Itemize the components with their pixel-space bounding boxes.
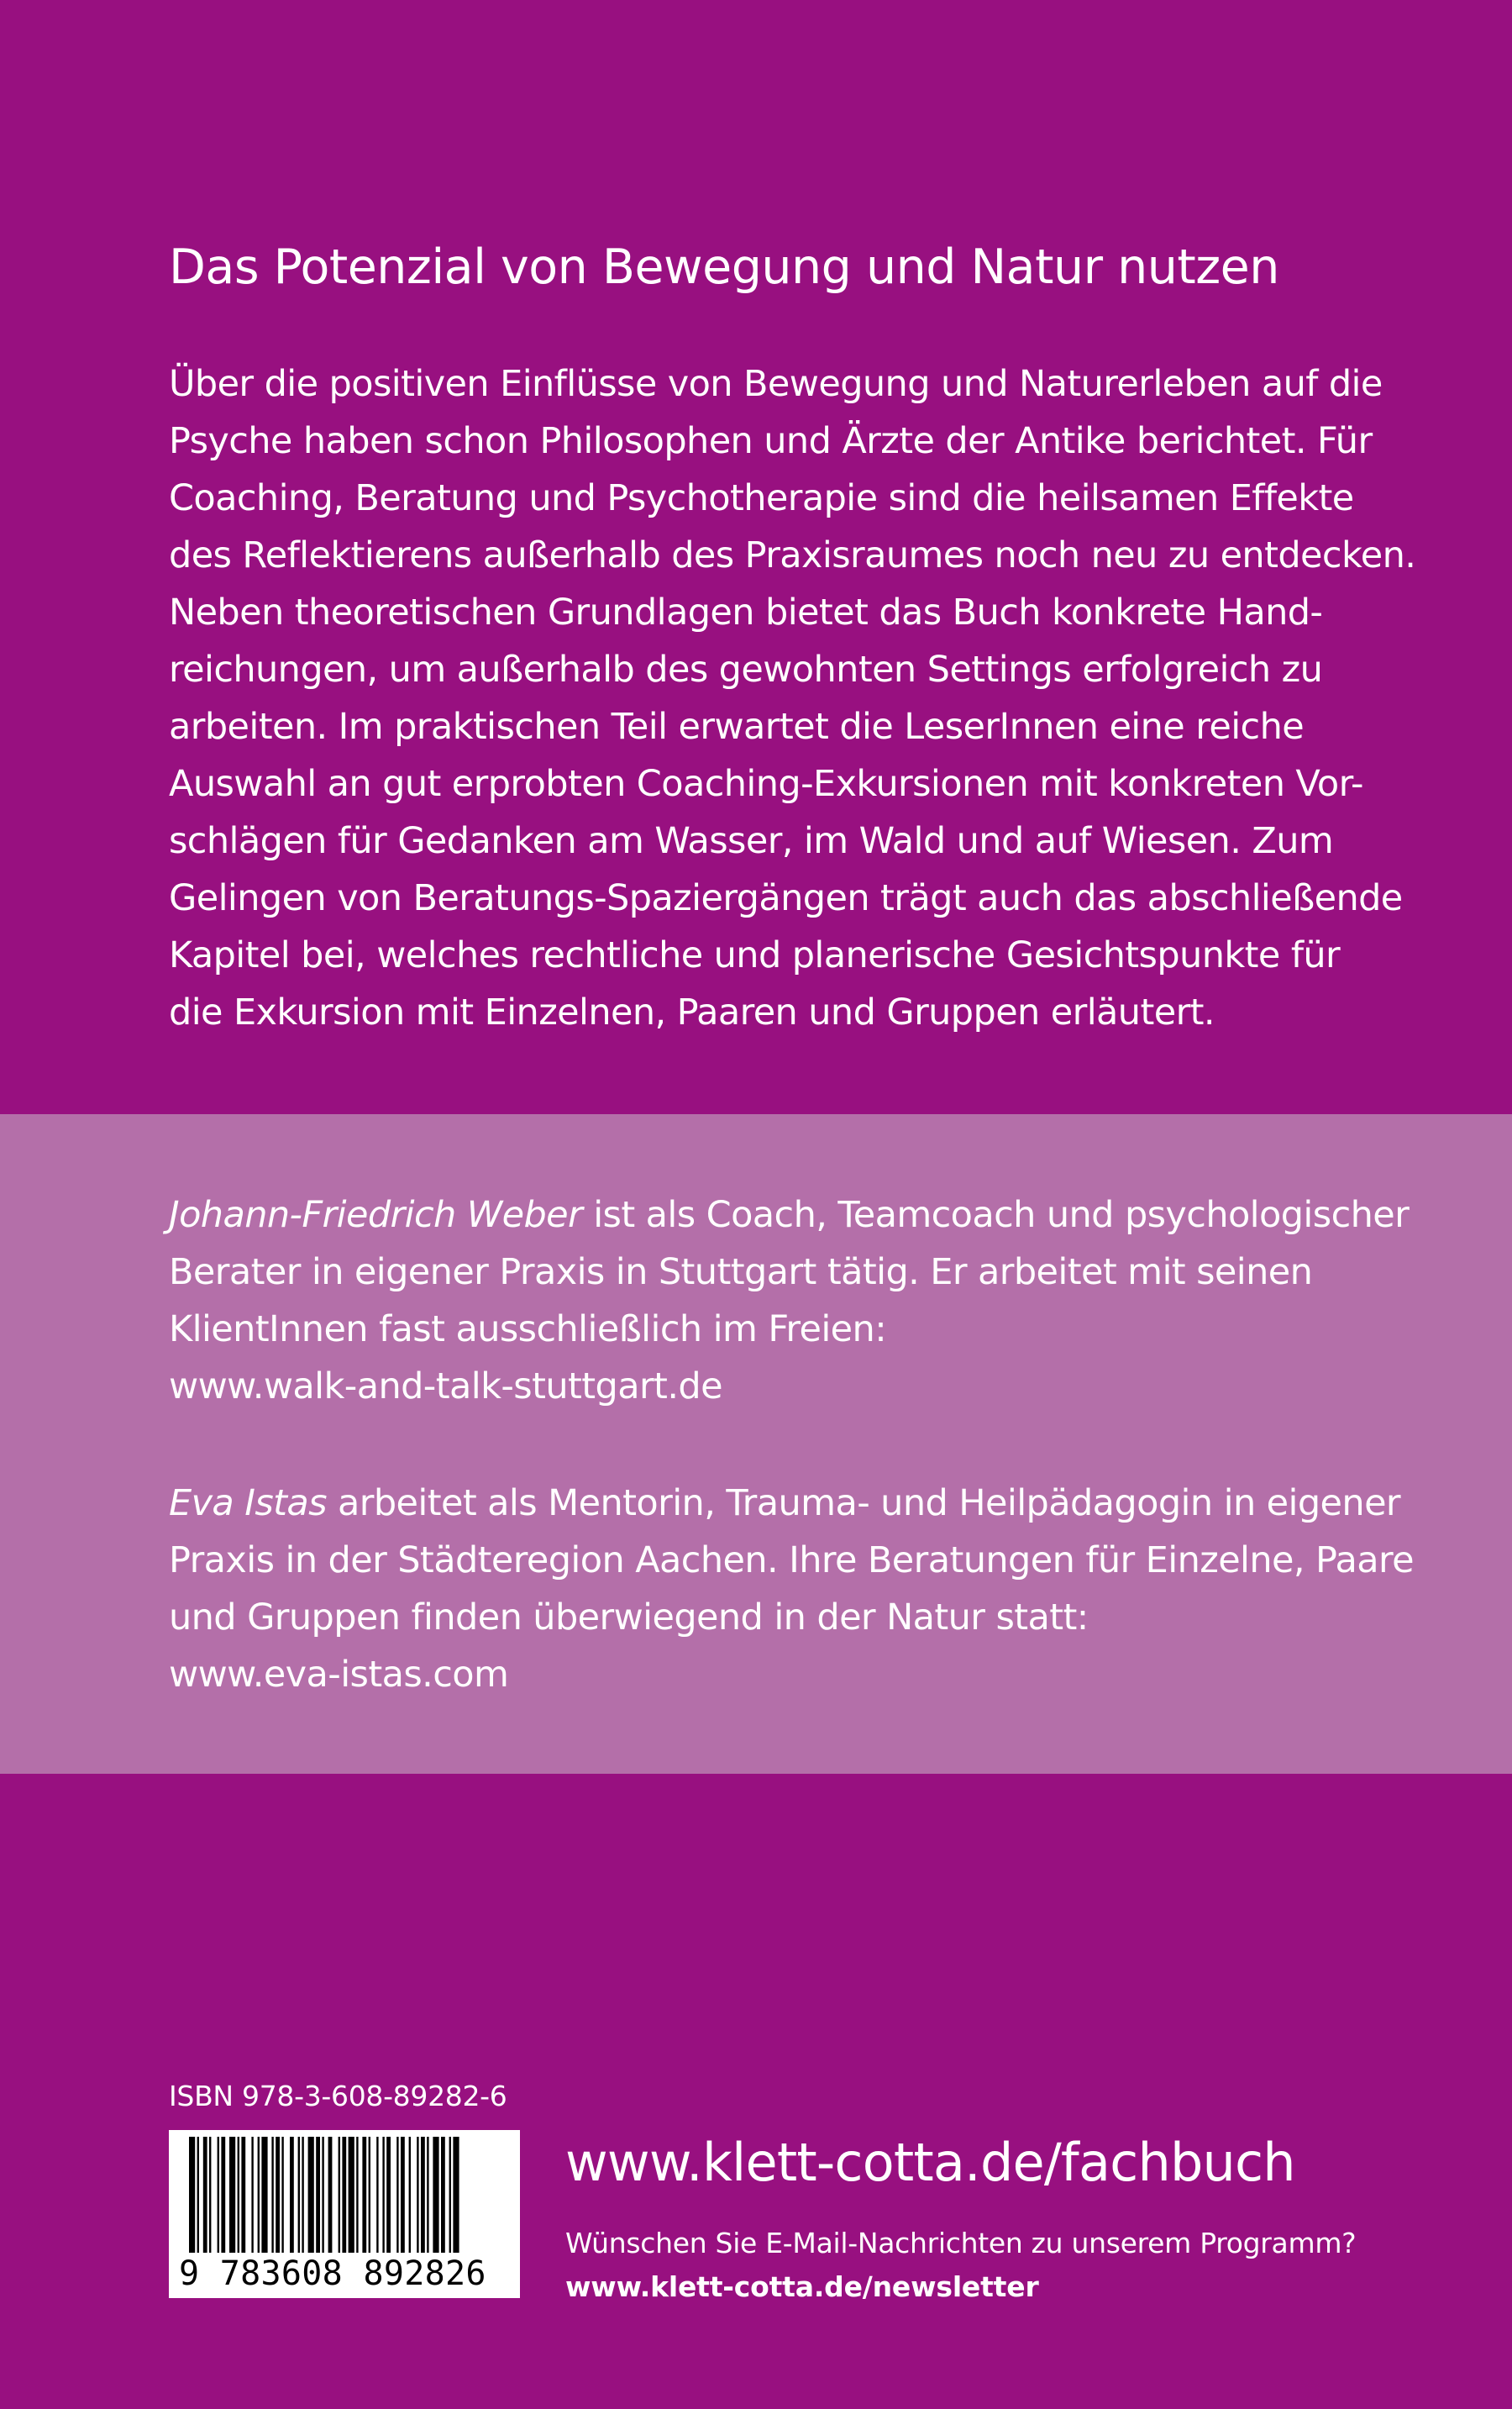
author-website-link[interactable]: www.eva-istas.com xyxy=(169,1654,509,1696)
blurb-line: arbeiten. Im praktischen Teil erwartet die LeserInnen eine reiche xyxy=(169,706,1305,748)
author-bio-istas: Eva Istas arbeitet als Mentorin, Trauma- und Heilpädagogin in eigener Praxis in der Städteregion Aachen. Ihre Beratungen für Einzelne, Paare und Gruppen finden überwiegend in der Natur statt: www.eva-istas.com xyxy=(169,1475,1395,1703)
blurb-line: Neben theoretischen Grundlagen bietet das Buch konkrete Hand- xyxy=(169,592,1323,634)
author-website-link[interactable]: www.walk-and-talk-stuttgart.de xyxy=(169,1365,722,1407)
blurb-line: Über die positiven Einflüsse von Bewegung und Naturerleben auf die xyxy=(169,363,1383,405)
isbn-label: ISBN 978-3-608-89282-6 xyxy=(169,2080,507,2112)
blurb-line: die Exkursion mit Einzelnen, Paaren und Gruppen erläutert. xyxy=(169,991,1215,1034)
author-name: Johann-Friedrich Weber xyxy=(169,1194,583,1236)
blurb-line: Gelingen von Beratungs-Spaziergängen trägt auch das abschließende xyxy=(169,877,1403,919)
blurb-line: Coaching, Beratung und Psychotherapie sind die heilsamen Effekte xyxy=(169,477,1354,519)
barcode-bars-icon xyxy=(169,2130,520,2256)
newsletter-question: Wünschen Sie E-Mail-Nachrichten zu unserem Programm? xyxy=(565,2227,1357,2259)
blurb-line: Auswahl an gut erprobten Coaching-Exkursionen mit konkreten Vor- xyxy=(169,763,1363,805)
author-bio-weber: Johann-Friedrich Weber ist als Coach, Teamcoach und psychologischer Berater in eigener Praxis in Stuttgart tätig. Er arbeitet mit seinen KlientInnen fast ausschließlich im Freien: www.walk-and-talk-stuttgart.de xyxy=(169,1186,1395,1415)
blurb-line: Kapitel bei, welches rechtliche und planerische Gesichtspunkte für xyxy=(169,934,1341,976)
barcode-digits: 9 783608 892826 xyxy=(179,2254,486,2293)
headline: Das Potenzial von Bewegung und Natur nutzen xyxy=(169,239,1279,295)
publisher-site-link[interactable]: www.klett-cotta.de/fachbuch xyxy=(565,2132,1295,2193)
blurb-line: des Reflektierens außerhalb des Praxisraumes noch neu zu entdecken. xyxy=(169,534,1416,576)
barcode xyxy=(169,2130,520,2298)
newsletter-link[interactable]: www.klett-cotta.de/newsletter xyxy=(565,2270,1039,2303)
blurb-line: Psyche haben schon Philosophen und Ärzte der Antike berichtet. Für xyxy=(169,420,1373,462)
blurb-line: schlägen für Gedanken am Wasser, im Wald und auf Wiesen. Zum xyxy=(169,820,1334,862)
blurb-text xyxy=(169,355,1416,1041)
blurb-line: reichungen, um außerhalb des gewohnten Settings erfolgreich zu xyxy=(169,649,1323,691)
author-name: Eva Istas xyxy=(169,1482,327,1524)
